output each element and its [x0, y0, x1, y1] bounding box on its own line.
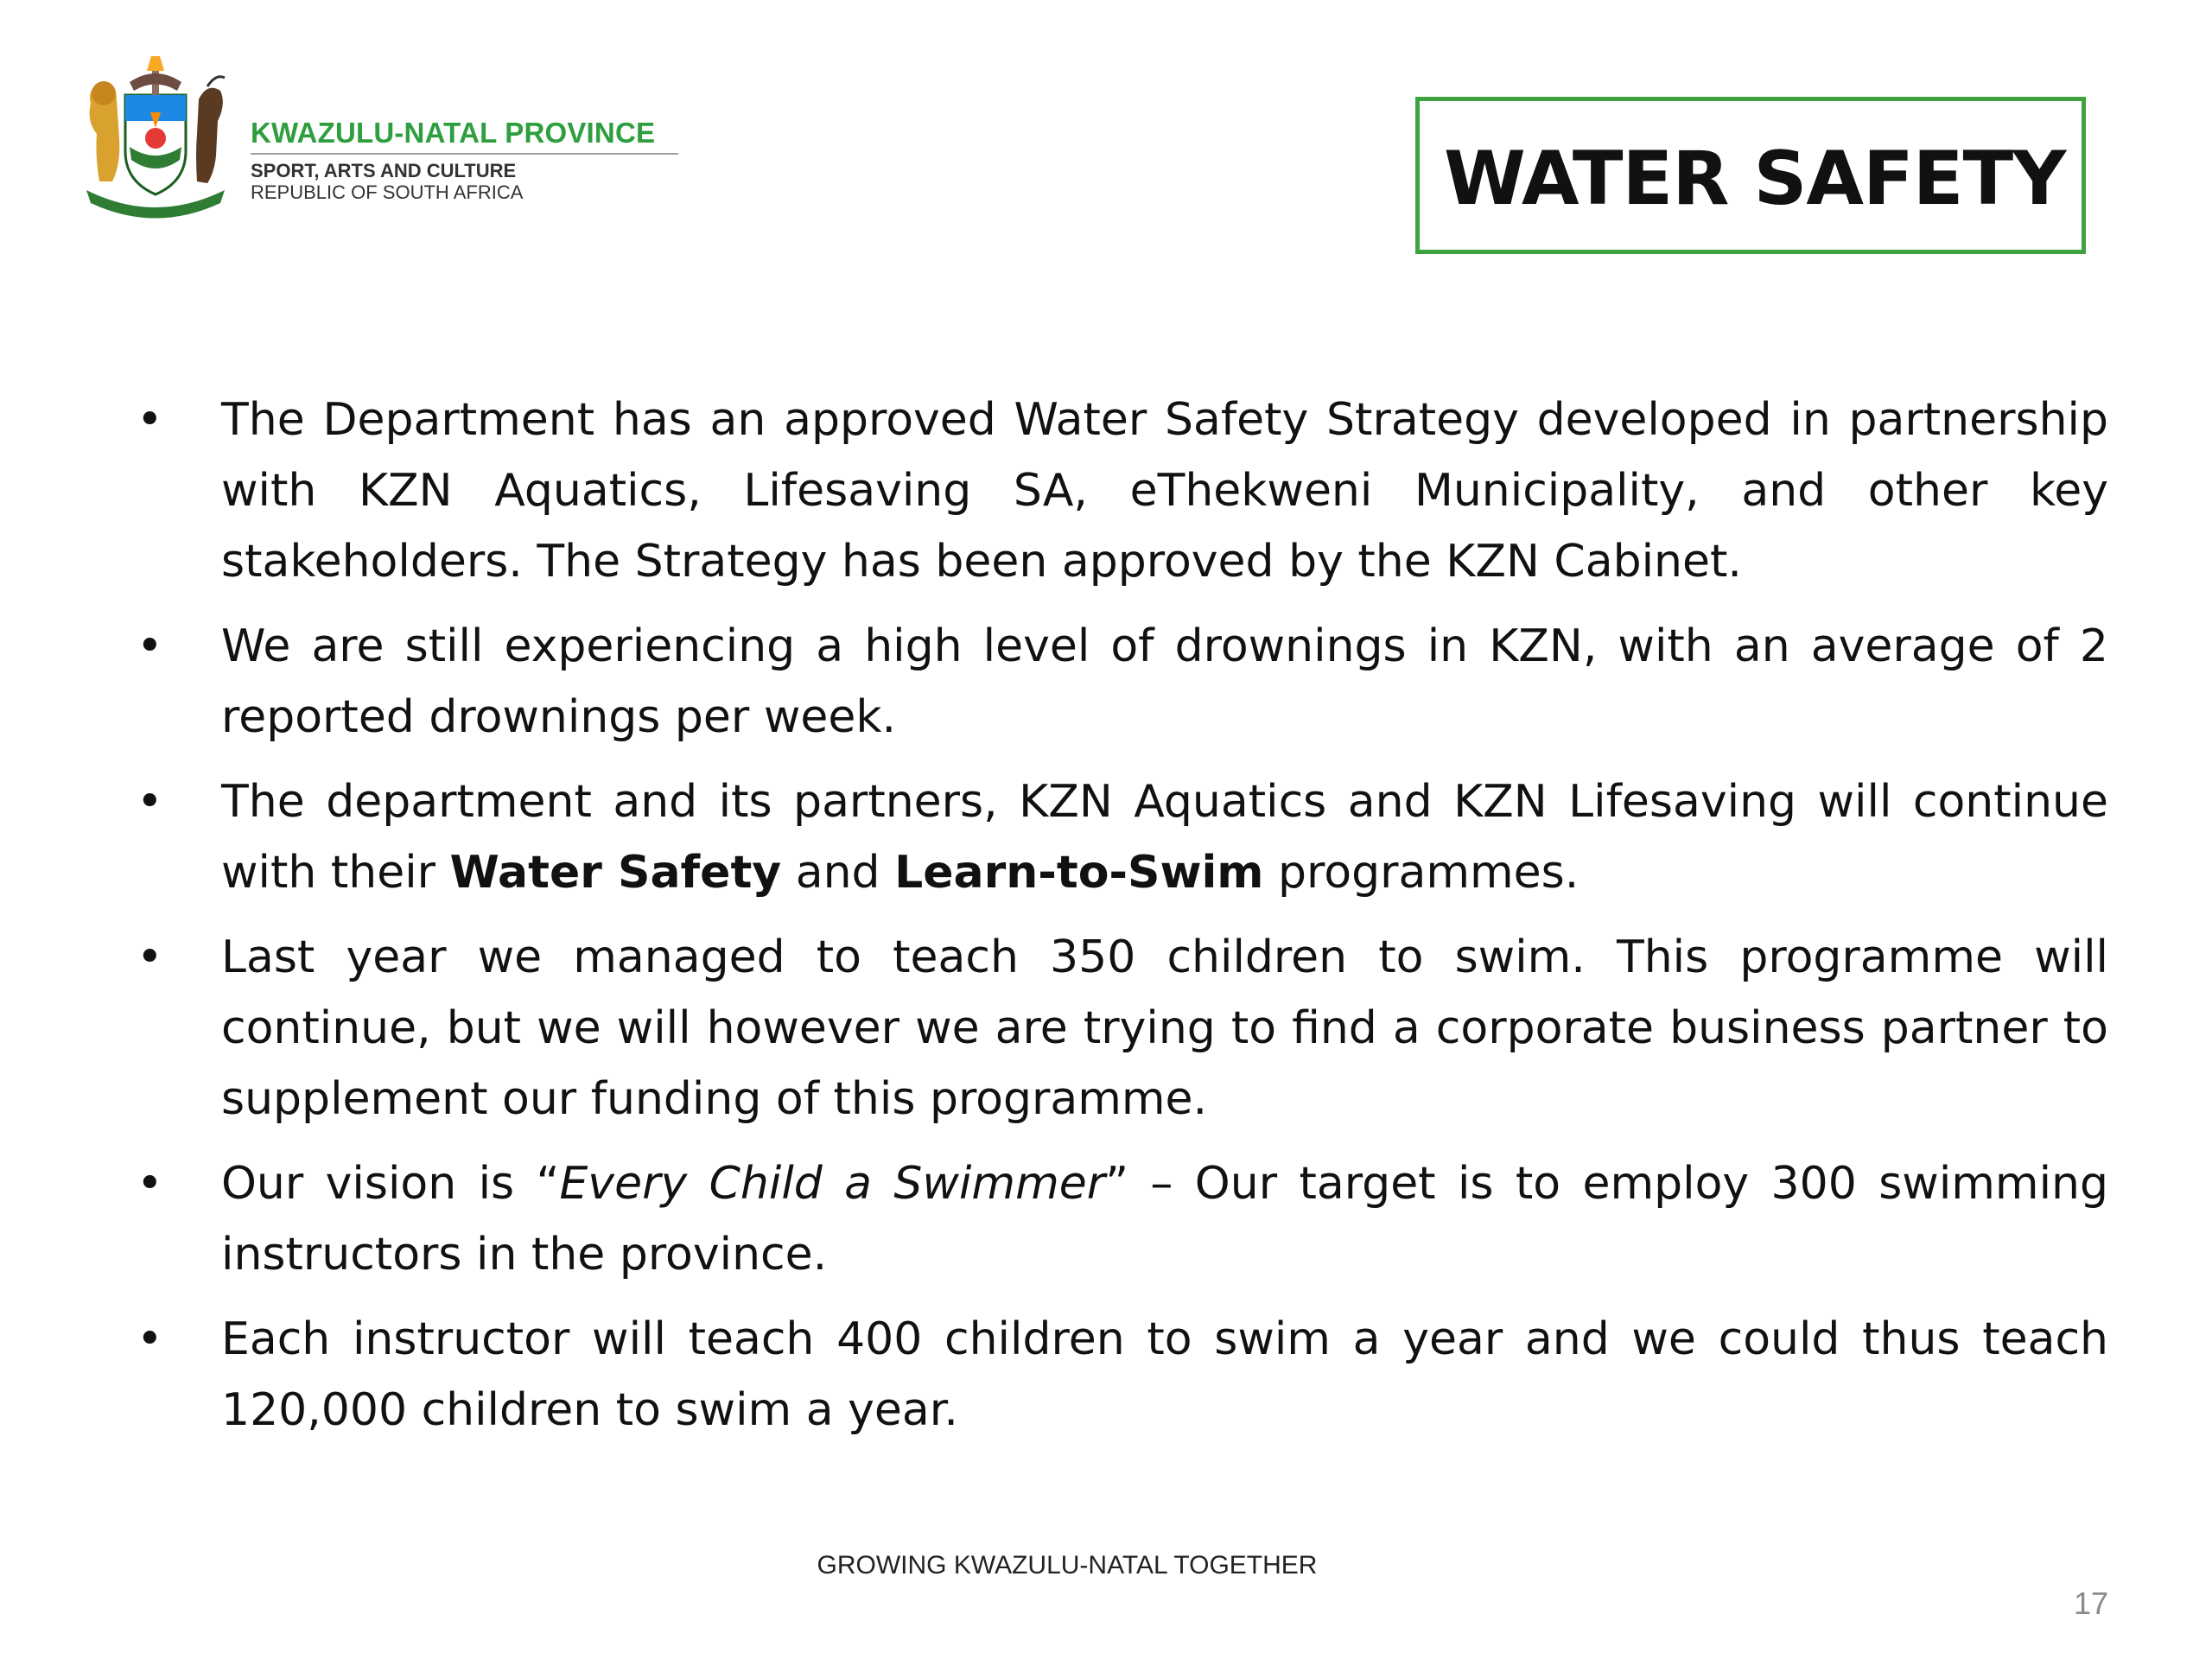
bullet-item	[130, 922, 2108, 1135]
bullet-text	[221, 1158, 2108, 1281]
logo-divider	[251, 153, 678, 155]
bullet-text-part: Our vision is “	[221, 1158, 560, 1210]
title-box	[1415, 97, 2086, 254]
bullet-marker: •	[137, 620, 163, 672]
bullet-text: Last year we managed to teach 350 children to swim. This programme will continue, but we will however we are trying to find a corporate business partner to supplement our funding of this programme.	[221, 931, 2108, 1125]
coat-of-arms-icon	[78, 52, 233, 225]
bullet-item	[130, 611, 2108, 753]
bullet-text-part: and	[781, 847, 895, 899]
page-number: 17	[2073, 1586, 2108, 1621]
bullet-text-part: The department and its partners, KZN Aquatics and KZN Lifesaving will continue with their	[221, 776, 2108, 899]
bullet-item	[130, 1148, 2108, 1290]
bullet-item	[130, 766, 2108, 908]
bullet-marker: •	[137, 776, 163, 828]
bullet-italic-vision: Every Child a Swimmer	[559, 1158, 1106, 1210]
bullet-text: The Department has an approved Water Safety Strategy developed in partnership with KZN Aquatics, Lifesaving SA, eThekweni Municipality, and other key stakeholders. The Strategy has been approved by the KZN Cabinet.	[221, 394, 2108, 588]
bullet-bold-water-safety: Water Safety	[449, 847, 782, 899]
logo-subtitle-country: REPUBLIC OF SOUTH AFRICA	[251, 181, 524, 203]
bullet-marker: •	[137, 1313, 163, 1365]
logo-text	[251, 117, 683, 203]
bullet-marker: •	[137, 1158, 163, 1210]
bullet-list	[130, 385, 2108, 1459]
bullet-text-part: ” – Our target is to employ 300 swimming instructors in the province.	[221, 1158, 2108, 1281]
bullet-item	[130, 385, 2108, 597]
bullet-text: Each instructor will teach 400 children to swim a year and we could thus teach 120,000 children to swim a year.	[221, 1313, 2108, 1436]
bullet-item	[130, 1304, 2108, 1446]
bullet-text	[221, 776, 2108, 899]
bullet-marker: •	[137, 394, 163, 446]
logo-title: KWAZULU-NATAL PROVINCE	[251, 117, 656, 149]
bullet-text-part: programmes.	[1263, 847, 1580, 899]
bullet-marker: •	[137, 931, 163, 983]
logo-subtitle-department: SPORT, ARTS AND CULTURE	[251, 160, 517, 181]
bullet-bold-learn-to-swim: Learn-to-Swim	[894, 847, 1264, 899]
footer-tagline: GROWING KWAZULU-NATAL TOGETHER	[817, 1551, 1318, 1580]
bullet-text: We are still experiencing a high level of drownings in KZN, with an average of 2 reported drownings per week.	[221, 620, 2108, 743]
slide-title: WATER SAFETY	[1444, 136, 2066, 222]
